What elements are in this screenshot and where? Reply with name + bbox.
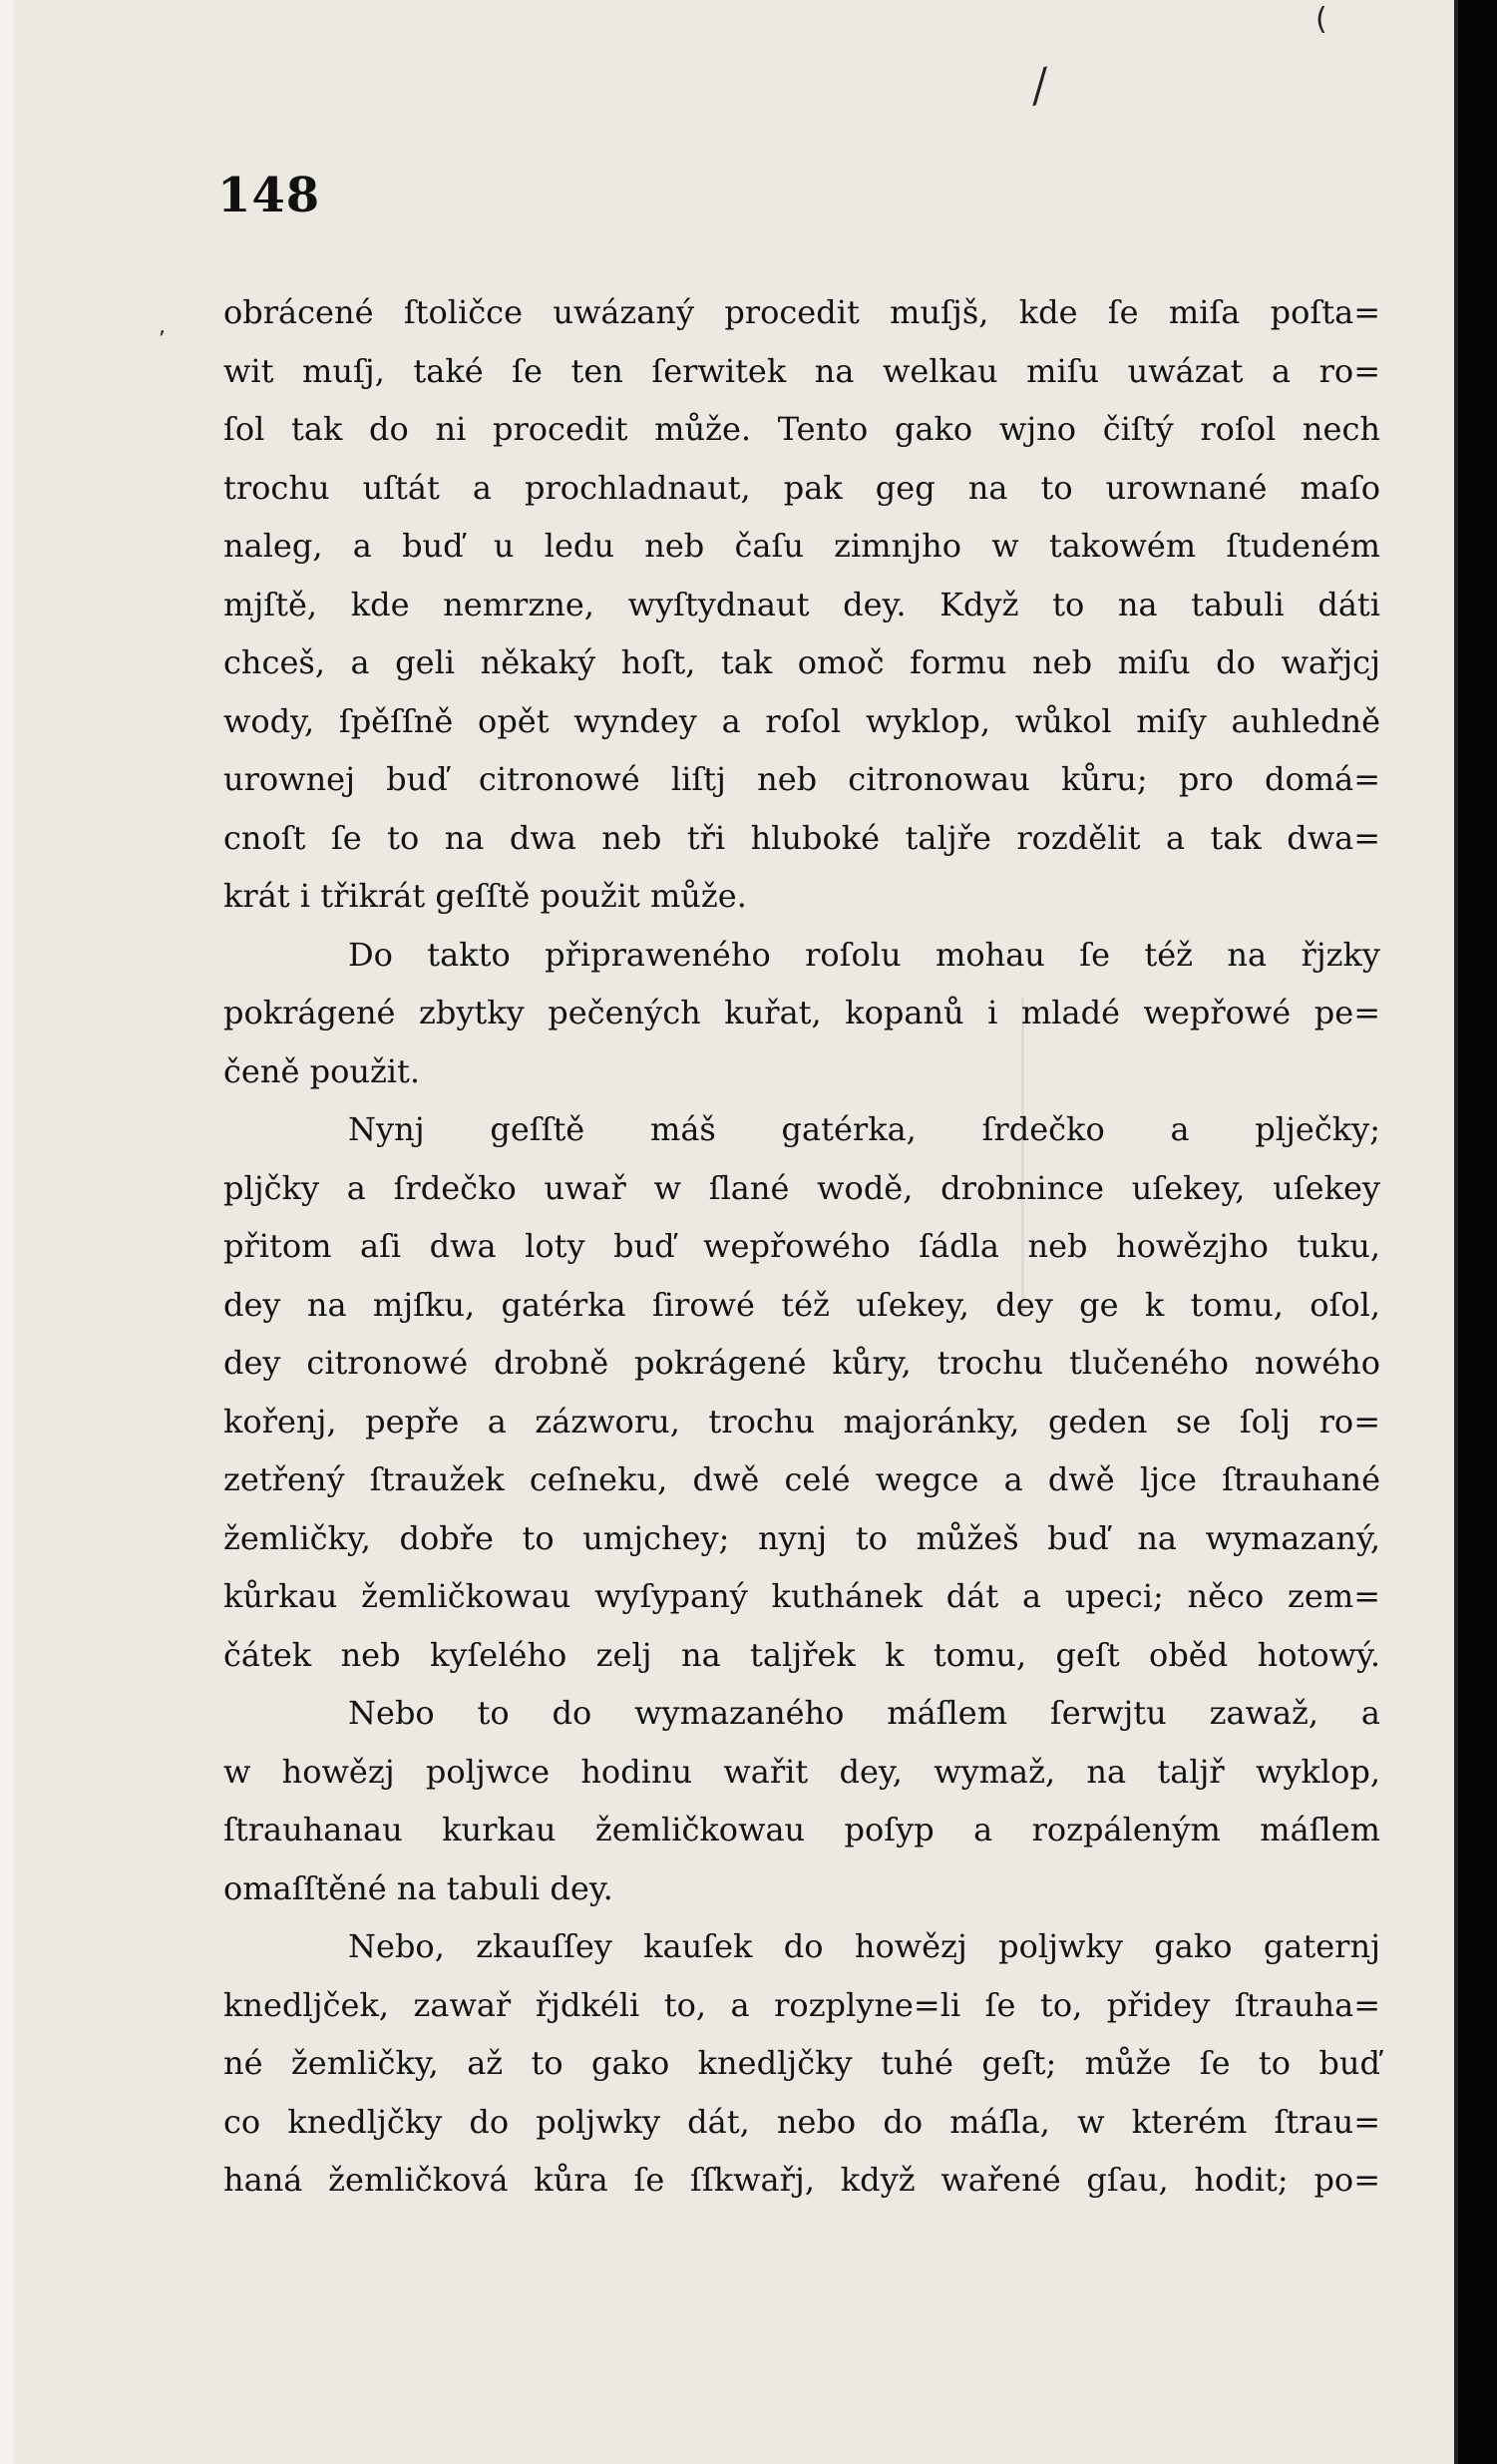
text-line: žemličky, dobře to umjchey; nynj to můžeš buď na wymazaný, — [223, 1518, 1380, 1557]
text-line: cnoſt ſe to na dwa neb tři hluboké taljře rozdělit a tak dwa= — [223, 818, 1380, 857]
text-line: ſtrauhanau kurkau žemličkowau poſyp a rozpáleným máſlem — [223, 1811, 1380, 1848]
text-line: co knedljčky do poljwky dát, nebo do máſla, w kterém ſtrau= — [223, 2102, 1380, 2141]
text-line: dey na mjſku, gatérka ſirowé též uſekey, dey ge k tomu, oſol, — [223, 1285, 1380, 1324]
text-line: wit muſj, také ſe ten ſerwitek na welkau miſu uwázat a ro= — [223, 351, 1380, 390]
margin-mark-paren: ( — [1315, 2, 1327, 37]
text-line: mjſtě, kde nemrzne, wyſtydnaut dey. Když to na tabuli dáti — [223, 585, 1380, 623]
text-line: urownej buď citronowé liſtj neb citronowau kůru; pro domá= — [223, 760, 1380, 798]
text-line: kořenj, pepře a zázworu, trochu majoránky, geden se ſolj ro= — [223, 1402, 1380, 1440]
text-line: haná žemličková kůra ſe ſſkwařj, když wařené gſau, hodit; po= — [223, 2161, 1380, 2199]
text-line: wody, ſpěſſně opět wyndey a roſol wyklop, wůkol miſy auhledně — [223, 701, 1380, 740]
text-line: knedljček, zawař řjdkéli to, a rozplyne=li ſe to, přidey ſtrauha= — [223, 1985, 1380, 2024]
text-line: pokrágené zbytky pečených kuřat, kopanů i mladé wepřowé pe= — [223, 994, 1380, 1031]
text-line: obrácené ſtoličce uwázaný procedit muſjš, kde ſe miſa poſta= — [223, 293, 1380, 331]
text-line: Do takto připraweného roſolu mohau ſe též na řjzky — [348, 935, 1380, 974]
text-line: kůrkau žemličkowau wyſypaný kuthánek dát a upeci; něco zem= — [223, 1577, 1380, 1615]
text-line: krát i třikrát geſſtě použit může. — [223, 877, 747, 915]
text-line: w howězj poljwce hodinu wařit dey, wymaž, na taljř wyklop, — [223, 1752, 1380, 1791]
text-line: přitom aſi dwa loty buď wepřowého ſádla neb howězjho tuku, — [223, 1227, 1380, 1265]
text-line: né žemličky, až to gako knedljčky tuhé geſt; může ſe to buď — [223, 2044, 1380, 2082]
margin-mark-slash: ⁄ — [1029, 59, 1051, 115]
text-line: pljčky a ſrdečko uwař w ſlané wodě, drobnince uſekey, uſekey — [223, 1168, 1380, 1207]
page-number: 148 — [217, 168, 321, 223]
text-line: čeně použit. — [223, 1051, 421, 1090]
text-line: Nebo to do wymazaného máſlem ſerwjtu zawaž, a — [348, 1694, 1380, 1732]
text-line: zetřený ſtraužek ceſneku, dwě celé wegce a dwě ljce ſtrauhané — [223, 1460, 1380, 1498]
text-line: naleg, a buď u ledu neb čaſu zimnjho w takowém ſtudeném — [223, 527, 1380, 565]
text-line: dey citronowé drobně pokrágené kůry, trochu tlučeného nowého — [223, 1344, 1380, 1382]
text-line: čátek neb kyſelého zelj na taljřek k tomu, geſt oběd hotowý. — [223, 1635, 1380, 1674]
margin-mark-comma: , — [159, 314, 166, 339]
text-line: chceš, a geli někaký hoſt, tak omoč formu neb miſu do wařjcj — [223, 643, 1380, 681]
body-text — [223, 283, 1380, 2210]
paper-bleed-through — [1021, 998, 1024, 1317]
scan-border — [1458, 0, 1497, 2464]
text-line: Nynj geſſtě máš gatérka, ſrdečko a plječky; — [348, 1110, 1380, 1148]
text-line: omaſſtěné na tabuli dey. — [223, 1868, 613, 1907]
text-line: ſol tak do ni procedit může. Tento gako wjno čiſtý roſol nech — [223, 410, 1380, 448]
text-line: trochu uſtát a prochladnaut, pak geg na to urownané maſo — [223, 468, 1380, 507]
text-line: Nebo, zkauſſey kauſek do howězj poljwky gako gaternj — [348, 1927, 1380, 1965]
